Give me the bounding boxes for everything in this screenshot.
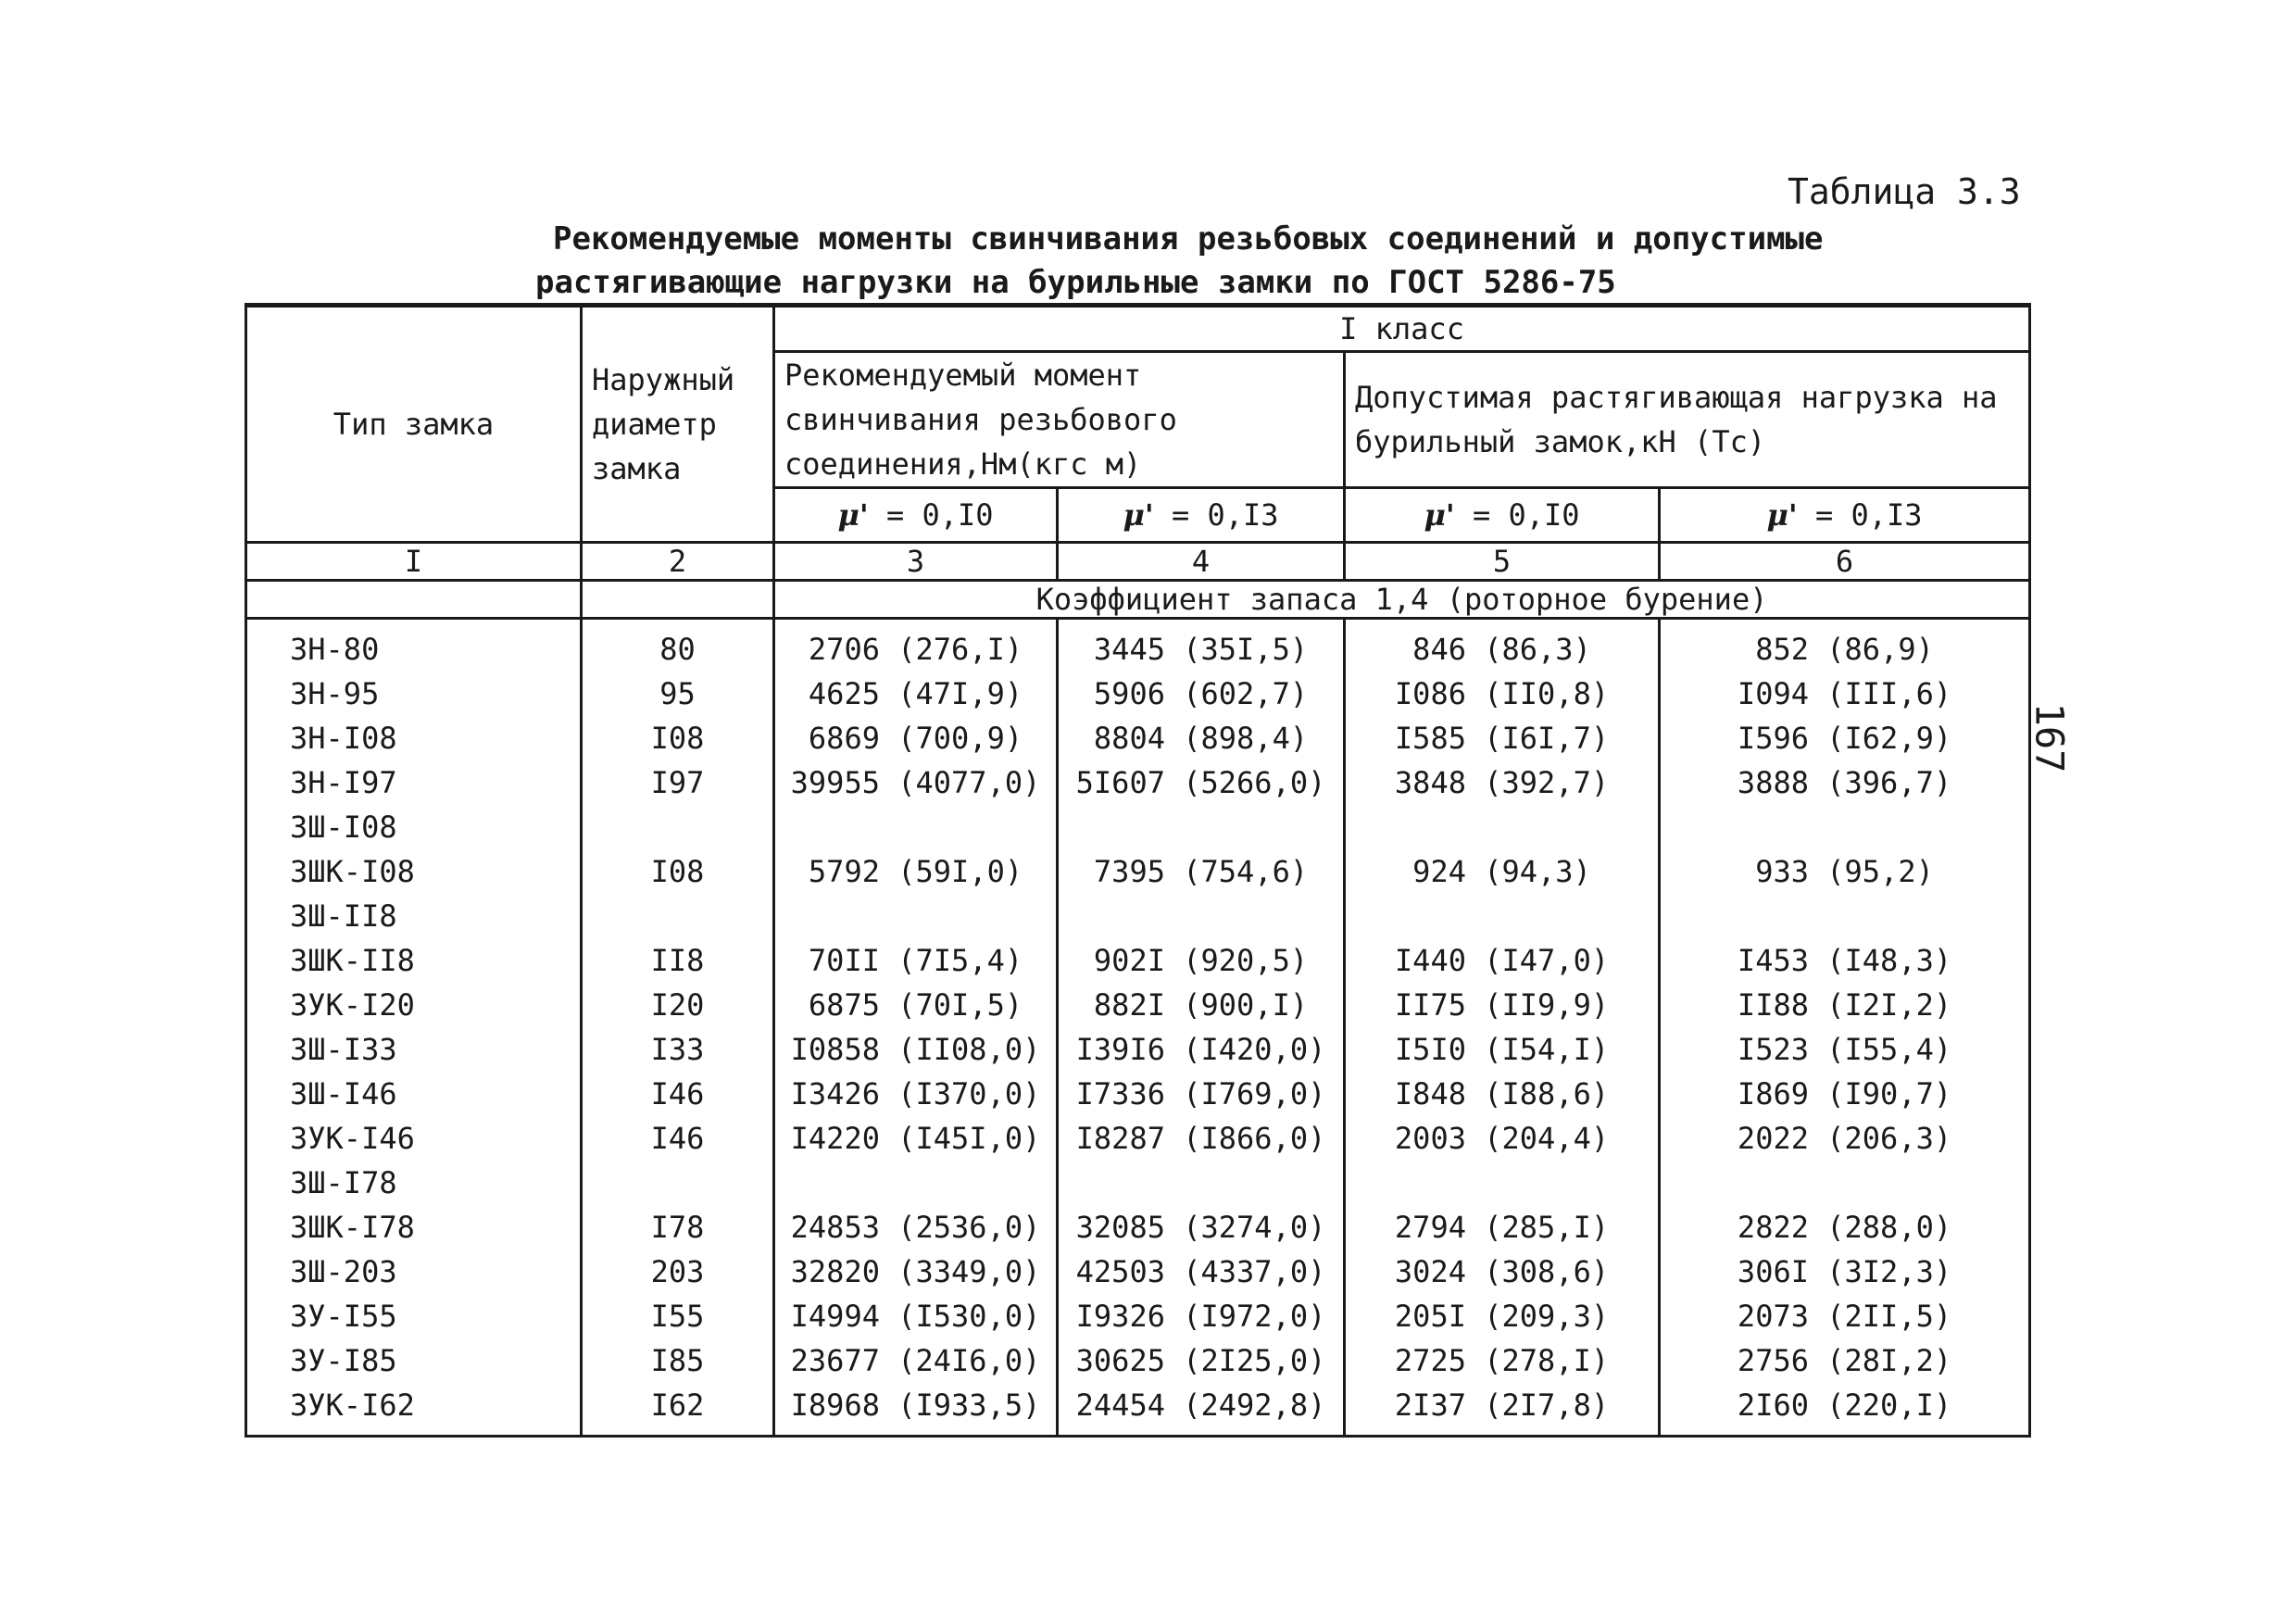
outer-diameter-cell: I33: [650, 1032, 705, 1067]
outer-diameter-cell: I78: [650, 1210, 705, 1245]
column-number: 5: [1345, 543, 1660, 581]
torque-010-cell: 6869 (700,9): [808, 721, 1023, 756]
column-lock-type: [246, 619, 582, 1437]
outer-diameter-cell: I55: [650, 1299, 705, 1334]
torque-010-cell: 70II (7I5,4): [808, 943, 1023, 978]
load-010-cell: 924 (94,3): [1412, 854, 1591, 889]
header-mu-torque-013: [1058, 488, 1345, 543]
header-torque: Рекомендуемый момент свинчивания резьбового соединения,Нм(кгс м): [774, 352, 1345, 488]
lock-type-cell: ЗШ-I08: [290, 810, 397, 845]
lock-type-cell: ЗУК-I20: [290, 987, 415, 1023]
lock-type-cell: ЗШ-203: [290, 1254, 397, 1289]
spacer: [592, 805, 763, 849]
spacer: [1670, 1161, 2019, 1205]
column-torque-010: [774, 619, 1058, 1437]
column-number: 4: [1058, 543, 1345, 581]
spacer: [1355, 894, 1649, 938]
lock-type-cell: ЗШ-II8: [290, 898, 397, 934]
torque-013-cell: 882I (900,I): [1093, 987, 1309, 1023]
lock-type-cell: ЗШК-I78: [290, 1210, 415, 1245]
torque-010-cell: 5792 (59I,0): [808, 854, 1023, 889]
lock-type-cell: ЗН-I97: [290, 765, 397, 800]
column-load-013: [1660, 619, 2030, 1437]
torque-010-cell: 24853 (2536,0): [790, 1210, 1041, 1245]
header-mu-load-010: [1345, 488, 1660, 543]
column-number: I: [246, 543, 582, 581]
torque-010-cell: I8968 (I933,5): [790, 1388, 1041, 1423]
mu-symbol: μ': [1424, 497, 1455, 533]
outer-diameter-cell: I85: [650, 1343, 705, 1378]
torque-013-cell: 7395 (754,6): [1093, 854, 1309, 889]
load-013-cell: 852 (86,9): [1755, 632, 1934, 667]
load-010-cell: I086 (II0,8): [1394, 676, 1610, 711]
spacer: [784, 805, 1047, 849]
load-013-cell: 2073 (2II,5): [1737, 1299, 1952, 1334]
column-load-010: [1345, 619, 1660, 1437]
header-outer-diameter: Наружный диаметр замка: [582, 306, 774, 543]
outer-diameter-cell: 95: [659, 676, 696, 711]
load-013-cell: I523 (I55,4): [1737, 1032, 1952, 1067]
load-010-cell: I5I0 (I54,I): [1394, 1032, 1610, 1067]
mu-value: = 0,I0: [1472, 497, 1580, 533]
load-013-cell: 306I (3I2,3): [1737, 1254, 1952, 1289]
lock-type-cell: ЗУК-I62: [290, 1388, 415, 1423]
torque-013-cell: 5I607 (5266,0): [1075, 765, 1326, 800]
outer-diameter-cell: I46: [650, 1121, 705, 1156]
outer-diameter-cell: I46: [650, 1076, 705, 1111]
lock-type-cell: ЗН-95: [290, 676, 380, 711]
torque-010-cell: 23677 (24I6,0): [790, 1343, 1041, 1378]
column-number: 2: [582, 543, 774, 581]
torque-010-cell: I4994 (I530,0): [790, 1299, 1041, 1334]
lock-type-cell: ЗУК-I46: [290, 1121, 415, 1156]
header-tensile-load: Допустимая растягивающая нагрузка на бурильный замок,кН (Тс): [1345, 352, 2030, 488]
load-013-cell: 3888 (396,7): [1737, 765, 1952, 800]
load-013-cell: 2022 (206,3): [1737, 1121, 1952, 1156]
lock-type-cell: ЗУ-I55: [290, 1299, 397, 1334]
torque-010-cell: I0858 (II08,0): [790, 1032, 1041, 1067]
torque-013-cell: 3445 (35I,5): [1093, 632, 1309, 667]
torque-013-cell: 32085 (3274,0): [1075, 1210, 1326, 1245]
spacer: [592, 1161, 763, 1205]
outer-diameter-cell: 80: [659, 632, 696, 667]
spacer: [1670, 894, 2019, 938]
spacer: [1068, 1161, 1334, 1205]
safety-coefficient-row: Коэффициент запаса 1,4 (роторное бурение): [774, 581, 2030, 619]
spacer: [784, 894, 1047, 938]
outer-diameter-cell: I08: [650, 721, 705, 756]
spacer: [1670, 805, 2019, 849]
load-010-cell: 2I37 (2I7,8): [1394, 1388, 1610, 1423]
lock-type-cell: ЗН-I08: [290, 721, 397, 756]
mu-value: = 0,I3: [1171, 497, 1279, 533]
outer-diameter-cell: I62: [650, 1388, 705, 1423]
coefficient-row-blank: [246, 581, 582, 619]
load-013-cell: I869 (I90,7): [1737, 1076, 1952, 1111]
load-010-cell: I440 (I47,0): [1394, 943, 1610, 978]
mu-symbol: μ': [1766, 497, 1798, 533]
load-013-cell: I453 (I48,3): [1737, 943, 1952, 978]
load-013-cell: 933 (95,2): [1755, 854, 1934, 889]
torque-010-cell: 2706 (276,I): [808, 632, 1023, 667]
header-class: I класс: [774, 306, 2030, 352]
load-010-cell: I848 (I88,6): [1394, 1076, 1610, 1111]
spacer: [592, 894, 763, 938]
load-010-cell: 2003 (204,4): [1394, 1121, 1610, 1156]
table-number: Таблица 3.3: [1788, 171, 2021, 212]
outer-diameter-cell: I08: [650, 854, 705, 889]
load-010-cell: I585 (I6I,7): [1394, 721, 1610, 756]
torque-010-cell: 39955 (4077,0): [790, 765, 1041, 800]
load-013-cell: I094 (III,6): [1737, 676, 1952, 711]
column-number: 3: [774, 543, 1058, 581]
torque-013-cell: 42503 (4337,0): [1075, 1254, 1326, 1289]
load-010-cell: 3848 (392,7): [1394, 765, 1610, 800]
torque-010-cell: I3426 (I370,0): [790, 1076, 1041, 1111]
load-013-cell: 2822 (288,0): [1737, 1210, 1952, 1245]
lock-type-cell: ЗШ-I78: [290, 1165, 397, 1200]
spacer: [1068, 805, 1334, 849]
outer-diameter-cell: I97: [650, 765, 705, 800]
torque-010-cell: 32820 (3349,0): [790, 1254, 1041, 1289]
header-mu-load-013: [1660, 488, 2030, 543]
lock-type-cell: ЗШ-I33: [290, 1032, 397, 1067]
spacer: [1355, 805, 1649, 849]
torque-013-cell: 30625 (2I25,0): [1075, 1343, 1326, 1378]
torque-013-cell: 8804 (898,4): [1093, 721, 1309, 756]
spacer: [784, 1161, 1047, 1205]
table-caption-line-2: растягивающие нагрузки на бурильные замки по ГОСТ 5286-75: [535, 264, 1616, 301]
outer-diameter-cell: II8: [650, 943, 705, 978]
load-010-cell: 3024 (308,6): [1394, 1254, 1610, 1289]
lock-type-cell: ЗУ-I85: [290, 1343, 397, 1378]
torque-013-cell: 902I (920,5): [1093, 943, 1309, 978]
column-torque-013: [1058, 619, 1345, 1437]
torque-load-table: [245, 303, 2031, 1438]
spacer: [1068, 894, 1334, 938]
column-number: 6: [1660, 543, 2030, 581]
load-010-cell: 2725 (278,I): [1394, 1343, 1610, 1378]
load-010-cell: 205I (209,3): [1394, 1299, 1610, 1334]
column-outer-diameter: [582, 619, 774, 1437]
torque-010-cell: I4220 (I45I,0): [790, 1121, 1041, 1156]
torque-013-cell: I8287 (I866,0): [1075, 1121, 1326, 1156]
mu-value: = 0,I0: [885, 497, 994, 533]
page-number: 167: [2026, 702, 2073, 773]
torque-010-cell: 6875 (70I,5): [808, 987, 1023, 1023]
torque-010-cell: 4625 (47I,9): [808, 676, 1023, 711]
load-010-cell: 846 (86,3): [1412, 632, 1591, 667]
outer-diameter-cell: I20: [650, 987, 705, 1023]
spacer: [1355, 1161, 1649, 1205]
load-013-cell: II88 (I2I,2): [1737, 987, 1952, 1023]
lock-type-cell: ЗШК-II8: [290, 943, 415, 978]
load-010-cell: II75 (II9,9): [1394, 987, 1610, 1023]
lock-type-cell: ЗН-80: [290, 632, 380, 667]
header-lock-type: Тип замка: [246, 306, 582, 543]
table-caption-line-1: Рекомендуемые моменты свинчивания резьбовых соединений и допустимые: [553, 220, 1824, 257]
load-013-cell: I596 (I62,9): [1737, 721, 1952, 756]
torque-013-cell: I9326 (I972,0): [1075, 1299, 1326, 1334]
lock-type-cell: ЗШ-I46: [290, 1076, 397, 1111]
mu-value: = 0,I3: [1814, 497, 1923, 533]
torque-013-cell: 5906 (602,7): [1093, 676, 1309, 711]
header-mu-torque-010: [774, 488, 1058, 543]
outer-diameter-cell: 203: [650, 1254, 705, 1289]
lock-type-cell: ЗШК-I08: [290, 854, 415, 889]
mu-symbol: μ': [837, 497, 869, 533]
coefficient-row-blank: [582, 581, 774, 619]
load-010-cell: 2794 (285,I): [1394, 1210, 1610, 1245]
load-013-cell: 2756 (28I,2): [1737, 1343, 1952, 1378]
torque-013-cell: 24454 (2492,8): [1075, 1388, 1326, 1423]
mu-symbol: μ': [1123, 497, 1154, 533]
load-013-cell: 2I60 (220,I): [1737, 1388, 1952, 1423]
torque-013-cell: I7336 (I769,0): [1075, 1076, 1326, 1111]
torque-013-cell: I39I6 (I420,0): [1075, 1032, 1326, 1067]
